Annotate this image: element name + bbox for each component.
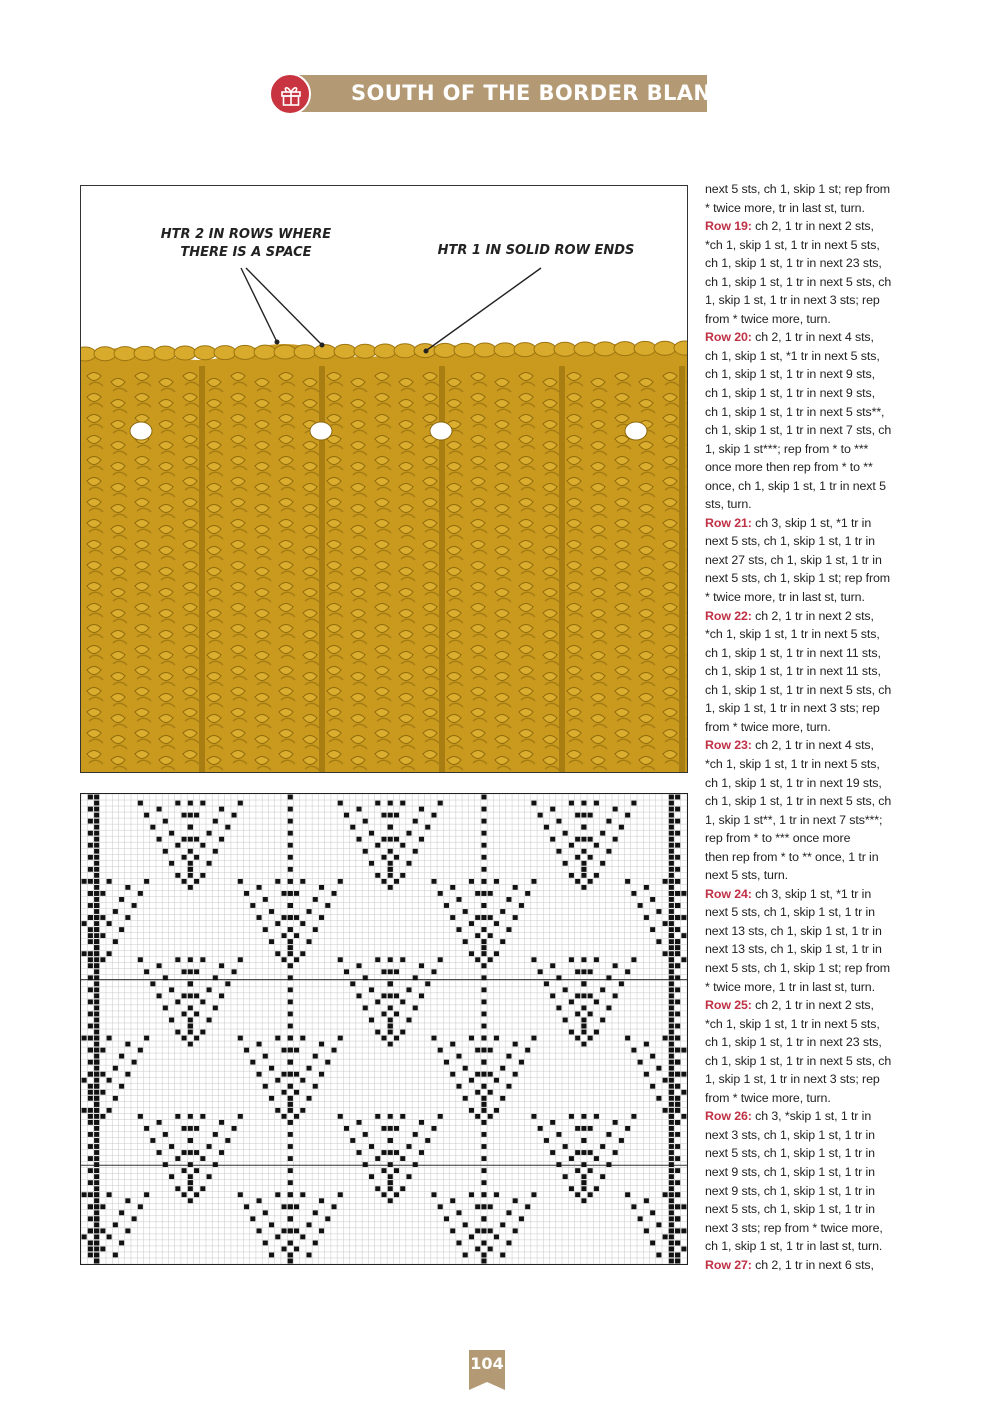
instruction-line — [705, 236, 905, 255]
crochet-texture — [81, 336, 688, 773]
row-label: Row 20: — [705, 330, 752, 345]
instruction-line — [705, 1089, 905, 1108]
instruction-text: ch 2, 1 tr in next 4 sts, — [751, 738, 874, 753]
arrow-tip-1 — [275, 340, 280, 345]
instruction-line — [705, 996, 905, 1015]
instruction-text: 1, skip 1 st**, 1 tr in next 7 sts***; — [705, 812, 883, 827]
instruction-text: next 9 sts, ch 1, skip 1 st, 1 tr in — [705, 1183, 875, 1198]
annotation-htr2-line2: THERE IS A SPACE — [180, 245, 312, 260]
instruction-line — [705, 291, 905, 310]
annotation-htr1: HTR 1 IN SOLID ROW ENDS — [437, 243, 635, 258]
instruction-text: next 13 sts, ch 1, skip 1 st, 1 tr in — [705, 942, 882, 957]
pattern-instructions — [705, 180, 905, 1274]
instruction-text: * twice more, tr in last st, turn. — [705, 590, 865, 605]
instruction-text: 1, skip 1 st, 1 tr in next 3 sts; rep — [705, 293, 880, 308]
instruction-line — [705, 1237, 905, 1256]
instruction-line — [705, 1256, 905, 1275]
instruction-text: next 5 sts, ch 1, skip 1 st, 1 tr in — [705, 1202, 875, 1217]
instruction-text: next 5 sts, ch 1, skip 1 st, 1 tr in — [705, 905, 875, 920]
instruction-line — [705, 1219, 905, 1238]
instruction-line — [705, 811, 905, 830]
page-number: 104 — [470, 1354, 504, 1373]
instruction-text: ch 2, 1 tr in next 2 sts, — [751, 998, 874, 1013]
instruction-line — [705, 458, 905, 477]
instruction-text: ch 1, skip 1 st, 1 tr in next 5 sts, ch — [705, 682, 892, 697]
instruction-text: ch 3, skip 1 st, *1 tr in — [751, 515, 872, 530]
instruction-line — [705, 607, 905, 626]
instruction-text: ch 3, *skip 1 st, 1 tr in — [751, 1109, 872, 1124]
instruction-text: ch 1, skip 1 st, 1 tr in next 5 sts, ch — [705, 274, 892, 289]
instruction-text: ch 1, skip 1 st, 1 tr in last st, turn. — [705, 1239, 883, 1254]
instruction-text: from * twice more, turn. — [705, 719, 831, 734]
instruction-text: next 5 sts, ch 1, skip 1 st, 1 tr in — [705, 534, 875, 549]
instruction-line — [705, 328, 905, 347]
instruction-text: next 5 sts, ch 1, skip 1 st; rep from — [705, 571, 890, 586]
arrow-line-3 — [427, 268, 541, 350]
instruction-text: next 13 sts, ch 1, skip 1 st, 1 tr in — [705, 923, 882, 938]
instruction-line — [705, 477, 905, 496]
instruction-line — [705, 718, 905, 737]
row-label: Row 26: — [705, 1109, 752, 1124]
arrow-tip-3 — [424, 349, 429, 354]
instruction-line — [705, 1107, 905, 1126]
arrow-line-2 — [246, 268, 321, 344]
row-label: Row 25: — [705, 998, 752, 1013]
chart-grid — [81, 794, 687, 1264]
stitch-photo — [80, 185, 688, 773]
instruction-text: ch 2, 1 tr in next 2 sts, — [751, 219, 874, 234]
instruction-text: ch 1, skip 1 st, 1 tr in next 23 sts, — [705, 256, 882, 271]
instruction-text: ch 1, skip 1 st, 1 tr in next 9 sts, — [705, 367, 875, 382]
instruction-line — [705, 365, 905, 384]
instruction-line — [705, 848, 905, 867]
gift-badge — [269, 73, 311, 115]
instruction-line — [705, 959, 905, 978]
instruction-line — [705, 662, 905, 681]
instruction-text: ch 2, 1 tr in next 6 sts, — [751, 1257, 874, 1272]
instruction-line — [705, 180, 905, 199]
stitch-chart — [80, 793, 688, 1265]
instruction-text: ch 1, skip 1 st, 1 tr in next 7 sts, ch — [705, 423, 892, 438]
instruction-text: rep from * to *** once more — [705, 831, 851, 846]
instruction-line — [705, 1033, 905, 1052]
instruction-text: ch 1, skip 1 st, 1 tr in next 9 sts, — [705, 386, 875, 401]
instruction-line — [705, 347, 905, 366]
instruction-text: next 5 sts, turn. — [705, 868, 789, 883]
instruction-line — [705, 1126, 905, 1145]
annotation-arrows — [81, 186, 688, 386]
instruction-text: ch 2, 1 tr in next 2 sts, — [751, 608, 874, 623]
instruction-line — [705, 514, 905, 533]
instruction-text: ch 1, skip 1 st, 1 tr in next 5 sts, ch — [705, 1053, 892, 1068]
instruction-line — [705, 254, 905, 273]
row-label: Row 27: — [705, 1257, 752, 1272]
title-bar — [291, 75, 758, 112]
instruction-text: then rep from * to ** once, 1 tr in — [705, 849, 879, 864]
header-banner — [269, 73, 758, 115]
gift-icon — [280, 83, 302, 107]
instruction-text: * twice more, 1 tr in last st, turn. — [705, 979, 875, 994]
instruction-line — [705, 273, 905, 292]
instruction-text: *ch 1, skip 1 st, 1 tr in next 5 sts, — [705, 627, 880, 642]
instruction-text: *ch 1, skip 1 st, 1 tr in next 5 sts, — [705, 1016, 880, 1031]
instruction-text: *ch 1, skip 1 st, 1 tr in next 5 sts, — [705, 237, 880, 252]
instruction-line — [705, 774, 905, 793]
instruction-text: *ch 1, skip 1 st, 1 tr in next 5 sts, — [705, 756, 880, 771]
instruction-text: next 5 sts, ch 1, skip 1 st; rep from — [705, 182, 890, 196]
instruction-line — [705, 199, 905, 218]
instruction-line — [705, 978, 905, 997]
page-number-tab — [469, 1350, 505, 1390]
instruction-line — [705, 1200, 905, 1219]
instruction-text: ch 1, skip 1 st, 1 tr in next 11 sts, — [705, 645, 881, 660]
annotation-htr2-line1: HTR 2 IN ROWS WHERE — [160, 227, 332, 242]
instruction-text: once more then rep from * to ** — [705, 460, 873, 475]
instruction-line — [705, 736, 905, 755]
instruction-text: ch 1, skip 1 st, *1 tr in next 5 sts, — [705, 348, 880, 363]
instruction-line — [705, 1070, 905, 1089]
instruction-line — [705, 310, 905, 329]
instruction-text: ch 1, skip 1 st, 1 tr in next 19 sts, — [705, 775, 882, 790]
instruction-text: ch 1, skip 1 st, 1 tr in next 11 sts, — [705, 664, 881, 679]
instruction-line — [705, 792, 905, 811]
instruction-line — [705, 922, 905, 941]
instruction-text: 1, skip 1 st***; rep from * to *** — [705, 441, 869, 456]
instruction-text: ch 3, skip 1 st, *1 tr in — [751, 886, 872, 901]
instruction-line — [705, 755, 905, 774]
instruction-text: from * twice more, turn. — [705, 311, 831, 326]
instruction-line — [705, 1052, 905, 1071]
instruction-line — [705, 403, 905, 422]
instruction-line — [705, 532, 905, 551]
arrow-line-1 — [241, 268, 276, 340]
instruction-line — [705, 644, 905, 663]
instruction-line — [705, 1144, 905, 1163]
page-title: SOUTH OF THE BORDER BLANKET — [351, 81, 758, 105]
instruction-line — [705, 495, 905, 514]
instruction-line — [705, 1163, 905, 1182]
instruction-line — [705, 681, 905, 700]
instruction-line — [705, 699, 905, 718]
instruction-line — [705, 866, 905, 885]
row-label: Row 22: — [705, 608, 752, 623]
row-label: Row 23: — [705, 738, 752, 753]
instruction-line — [705, 1015, 905, 1034]
instruction-line — [705, 829, 905, 848]
instruction-line — [705, 625, 905, 644]
instruction-line — [705, 440, 905, 459]
instruction-text: ch 1, skip 1 st, 1 tr in next 5 sts**, — [705, 404, 885, 419]
instruction-line — [705, 903, 905, 922]
instruction-text: sts, turn. — [705, 497, 752, 512]
instruction-text: 1, skip 1 st, 1 tr in next 3 sts; rep — [705, 701, 880, 716]
instruction-text: next 5 sts, ch 1, skip 1 st, 1 tr in — [705, 1146, 875, 1161]
instruction-text: next 27 sts, ch 1, skip 1 st, 1 tr in — [705, 552, 882, 567]
instruction-text: once, ch 1, skip 1 st, 1 tr in next 5 — [705, 478, 886, 493]
instruction-line — [705, 588, 905, 607]
instruction-text: next 5 sts, ch 1, skip 1 st; rep from — [705, 960, 890, 975]
row-label: Row 21: — [705, 515, 752, 530]
row-label: Row 19: — [705, 219, 752, 234]
instruction-text: * twice more, tr in last st, turn. — [705, 200, 865, 215]
instruction-text: ch 1, skip 1 st, 1 tr in next 23 sts, — [705, 1035, 882, 1050]
row-label: Row 24: — [705, 886, 752, 901]
instruction-text: next 3 sts, ch 1, skip 1 st, 1 tr in — [705, 1127, 875, 1142]
instruction-line — [705, 940, 905, 959]
instruction-line — [705, 217, 905, 236]
instruction-line — [705, 551, 905, 570]
instruction-text: ch 1, skip 1 st, 1 tr in next 5 sts, ch — [705, 794, 892, 809]
instruction-line — [705, 421, 905, 440]
instruction-line — [705, 569, 905, 588]
instruction-text: next 9 sts, ch 1, skip 1 st, 1 tr in — [705, 1164, 875, 1179]
instruction-text: 1, skip 1 st, 1 tr in next 3 sts; rep — [705, 1072, 880, 1087]
arrow-tip-2 — [320, 343, 325, 348]
instruction-line — [705, 1182, 905, 1201]
instruction-text: ch 2, 1 tr in next 4 sts, — [751, 330, 874, 345]
instruction-line — [705, 384, 905, 403]
instruction-line — [705, 885, 905, 904]
instruction-text: next 3 sts; rep from * twice more, — [705, 1220, 883, 1235]
instruction-text: from * twice more, turn. — [705, 1090, 831, 1105]
